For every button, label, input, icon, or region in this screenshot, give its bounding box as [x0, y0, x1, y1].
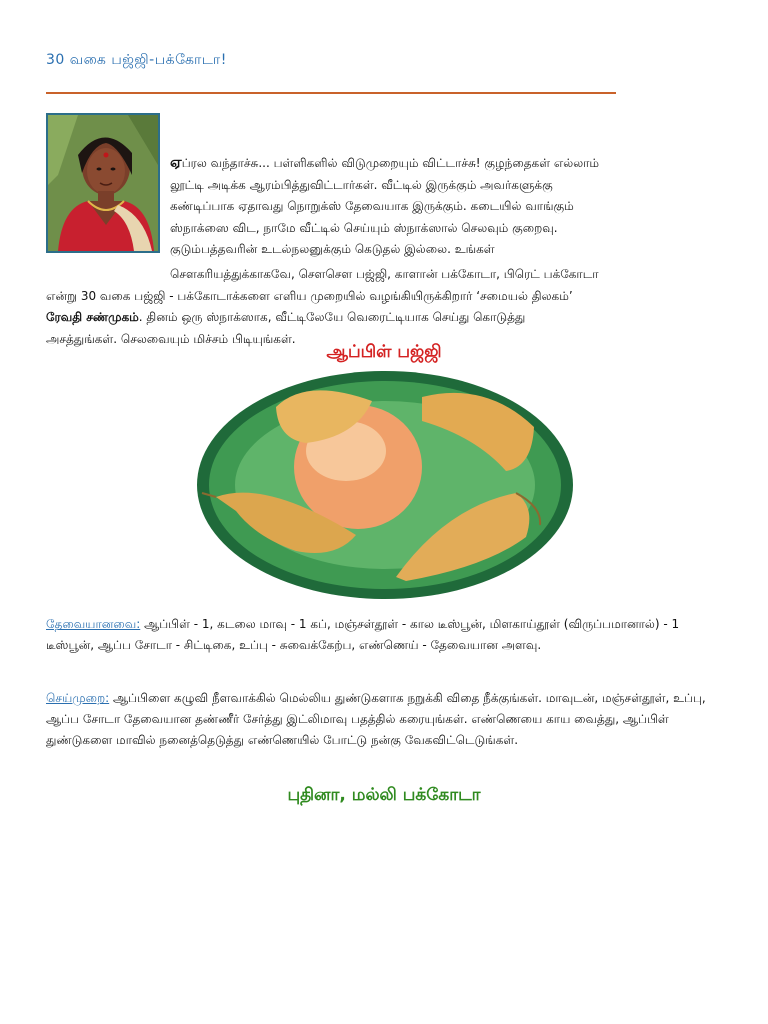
intro-line: கண்டிப்பாக ஏதாவது நொறுக்ஸ் தேவையாக இருக்கும். கடையில் வாங்கும்: [170, 199, 574, 213]
apple-bajji-photo: [196, 367, 574, 599]
intro-line: லூட்டி அடிக்க ஆரம்பித்துவிட்டார்கள். வீட்டில் இருக்கும் அவர்களுக்கு: [170, 177, 553, 192]
dropcap: ஏ: [170, 153, 182, 171]
intro-paragraph: [170, 152, 710, 261]
author-name: ரேவதி சண்முகம்: [46, 310, 139, 324]
intro-text: . தினம் ஒரு ஸ்நாக்ஸாக, வீட்டிலேயே வெரைட்டியாக செய்து கொடுத்து: [138, 310, 526, 324]
intro-paragraph-continued: [46, 264, 716, 350]
intro-line: என்று 30 வகை பஜ்ஜி - பக்கோடாக்களை எளிய முறையில் வழங்கியிருக்கிறார் ‘சமையல் திலகம்’: [46, 288, 573, 303]
intro-line: [46, 307, 716, 329]
intro-text: ப்ரல வந்தாச்சு... பள்ளிகளில் விடுமுறையும் விட்டாச்சு! குழந்தைகள் எல்லாம்: [181, 156, 600, 170]
page-title: 30 வகை பஜ்ஜி-பக்கோடா!: [46, 52, 227, 68]
method-text: ஆப்பிளை கழுவி நீளவாக்கில் மெல்லிய துண்டுகளாக நறுக்கி விதை நீக்குங்கள். மாவுடன், மஞ்சள்தூள், உப்பு, ஆப்ப சோடா தேவையான தண்ணீர் சேர்த்து இட்லிமாவு பதத்தில் கரையுங்கள். எண்ணெயை காய வைத்து, ஆப்பிள் துண்டுகளை மாவில் நனைத்தெடுத்து எண்ணெயில் போட்டு நன்கு வேகவிட்டெடுங்கள்.: [46, 691, 706, 747]
ingredients-label: தேவையானவை:: [46, 617, 141, 631]
intro-line: ஸ்நாக்ஸை விட, நாமே வீட்டில் செய்யும் ஸ்நாக்ஸால் செலவும் குறைவு.: [170, 220, 558, 235]
intro-line: அசத்துங்கள். செலவையும் மிச்சம் பிடியுங்கள்.: [46, 331, 296, 346]
intro-line: குடும்பத்தவரின் உடல்நலனுக்கும் கெடுதல் இல்லை. உங்கள்: [170, 242, 495, 256]
author-photo: [46, 113, 160, 253]
author-portrait-illustration: [48, 115, 158, 251]
ingredients-text: ஆப்பிள் - 1, கடலை மாவு - 1 கப், மஞ்சள்தூள் - கால டீஸ்பூன், மிளகாய்தூள் (விருப்பமானால்) - 1 டீஸ்பூன், ஆப்ப சோடா - சிட்டிகை, உப்பு - சுவைக்கேற்ப, எண்ணெய் - தேவையான அளவு.: [46, 617, 680, 652]
ingredients-paragraph: [46, 614, 726, 656]
method-paragraph: [46, 688, 726, 751]
bajji-plate-illustration: [196, 367, 574, 599]
intro-line: சௌகரியத்துக்காகவே, சௌசௌ பஜ்ஜி, காளான் பக்கோடா, பிரெட் பக்கோடா: [170, 267, 599, 281]
recipe-title: புதினா, மல்லி பக்கோடா: [287, 785, 481, 805]
title-divider: [46, 92, 616, 94]
recipe-title: ஆப்பிள் பஜ்ஜி: [326, 342, 442, 362]
intro-line: [170, 152, 710, 175]
method-label: செய்முறை:: [46, 691, 110, 705]
